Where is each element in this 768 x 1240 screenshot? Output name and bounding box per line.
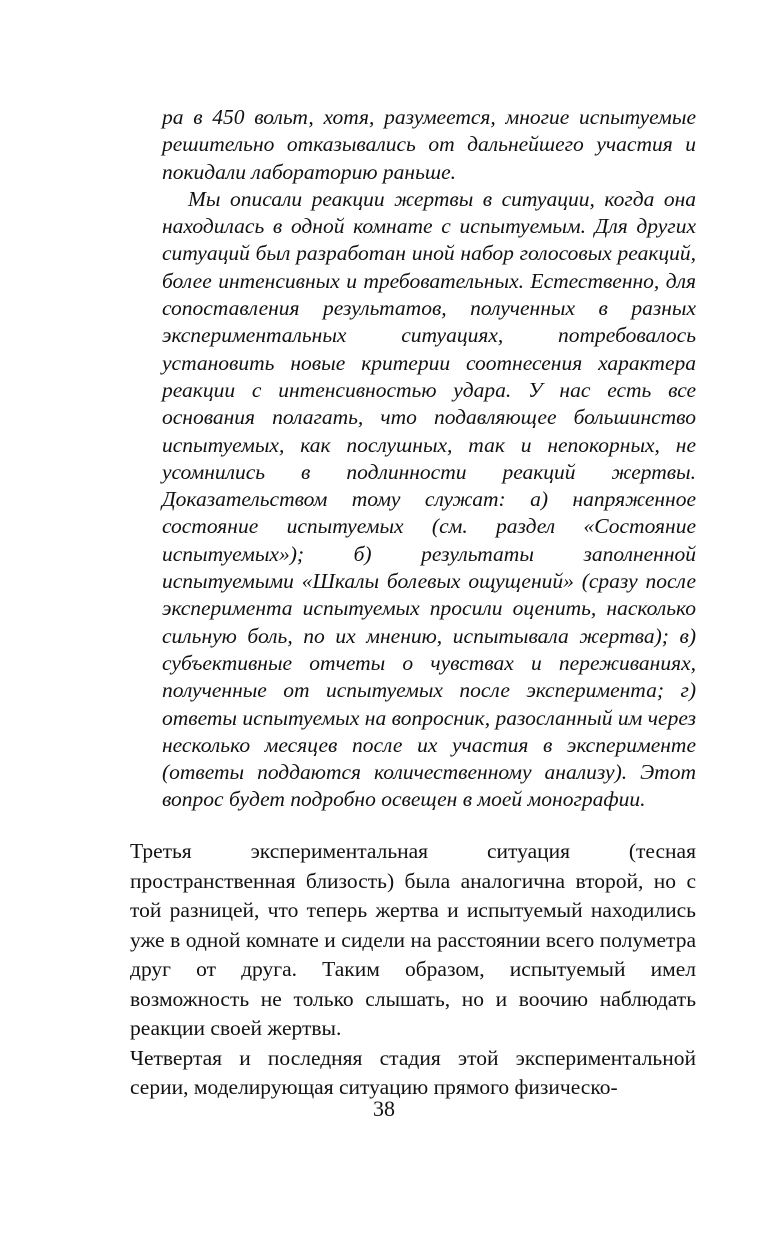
- quote-paragraph-1: ра в 450 вольт, хотя, разумеется, многие испытуемые решительно отказывались от дальнейшего участия и покидали лабораторию раньше.: [162, 105, 696, 184]
- quoted-passage: [162, 104, 696, 814]
- main-text: [130, 837, 696, 1103]
- body-paragraph-1: Третья экспериментальная ситуация (тесная пространственная близость) была аналогична второй, но с той разницей, что теперь жертва и испытуемый находились уже в одной комнате и сидели на расстоянии всего полуметра друг от друга. Таким образом, испытуемый имел возможность не только слышать, но и воочию наблюдать реакции своей жертвы.: [130, 839, 696, 1040]
- body-paragraph-2: Четвертая и последняя стадия этой экспериментальной серии, моделирующая ситуацию прямого физическо-: [130, 1045, 696, 1099]
- quote-paragraph-2: Мы описали реакции жертвы в ситуации, когда она находилась в одной комнате с испытуемым. Для других ситуаций был разработан иной набор голосовых реакций, более интенсивных и требовательных. Естественно, для сопоставления результатов, полученных в разных экспериментальных ситуациях, потребовалось установить новые критерии соотнесения характера реакции с интенсивностью удара. У нас есть все основания полагать, что подавляющее большинство испытуемых, как послушных, так и непокорных, не усомнились в подлинности реакций жертвы. Доказательством тому служат: а) напряженное состояние испытуемых (см. раздел «Состояние испытуемых»); б) результаты заполненной испытуемыми «Шкалы болевых ощущений» (сразу после эксперимента испытуемых просили оценить, насколько сильную боль, по их мнению, испытывала жертва); в) субъективные отчеты о чувствах и переживаниях, полученные от испытуемых после эксперимента; г) ответы испытуемых на вопросник, разосланный им через несколько месяцев после их участия в эксперименте (ответы поддаются количественному анализу). Этот вопрос будет подробно освещен в моей монографии.: [162, 186, 696, 812]
- page-number: 38: [373, 1096, 395, 1121]
